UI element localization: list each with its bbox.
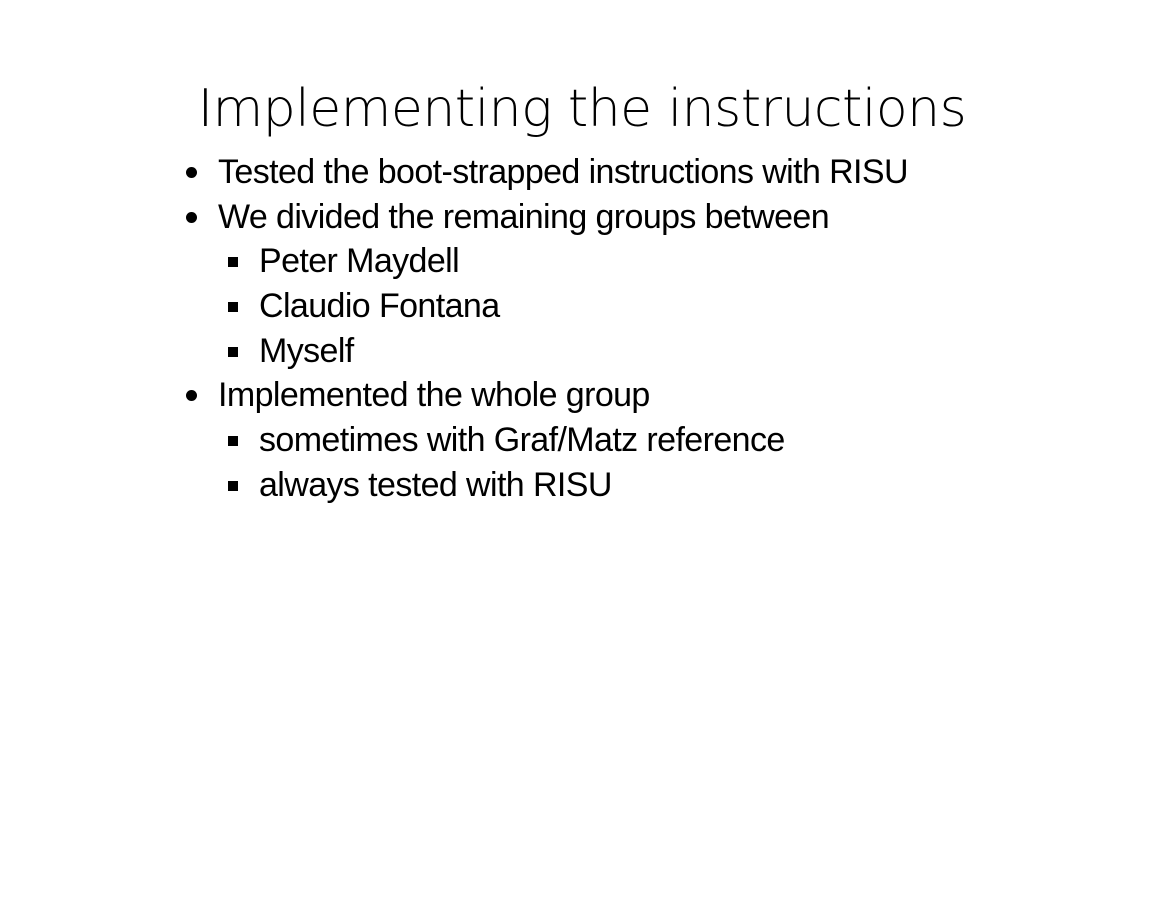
sub-bullet-text: Peter Maydell [259, 242, 460, 281]
sub-bullet-text: sometimes with Graf/Matz reference [259, 421, 785, 460]
bullet-item [186, 373, 1146, 418]
sub-bullet-item [186, 463, 1146, 508]
sub-bullet-item [186, 239, 1146, 284]
bullet-text: Tested the boot-strapped instructions with RISU [218, 153, 908, 191]
square-bullet-icon [228, 302, 238, 312]
round-bullet-icon [186, 212, 197, 223]
bullet-text: We divided the remaining groups between [218, 197, 830, 236]
sub-bullet-item [186, 418, 1146, 463]
round-bullet-icon [186, 167, 197, 178]
sub-bullet-item [186, 284, 1146, 329]
sub-bullet-text: Claudio Fontana [259, 287, 500, 326]
sub-bullet-text: Myself [259, 331, 354, 370]
round-bullet-icon [186, 390, 197, 401]
slide-title: Implementing the instructions [197, 79, 967, 139]
square-bullet-icon [228, 257, 238, 267]
bullet-item [186, 150, 1146, 195]
bullet-text: Implemented the whole group [218, 376, 650, 415]
sub-bullet-item [186, 329, 1146, 374]
square-bullet-icon [228, 347, 238, 357]
square-bullet-icon [228, 436, 238, 446]
bullet-item [186, 195, 1146, 240]
bullet-list [186, 150, 1146, 508]
square-bullet-icon [228, 481, 238, 491]
sub-bullet-text: always tested with RISU [259, 465, 612, 504]
